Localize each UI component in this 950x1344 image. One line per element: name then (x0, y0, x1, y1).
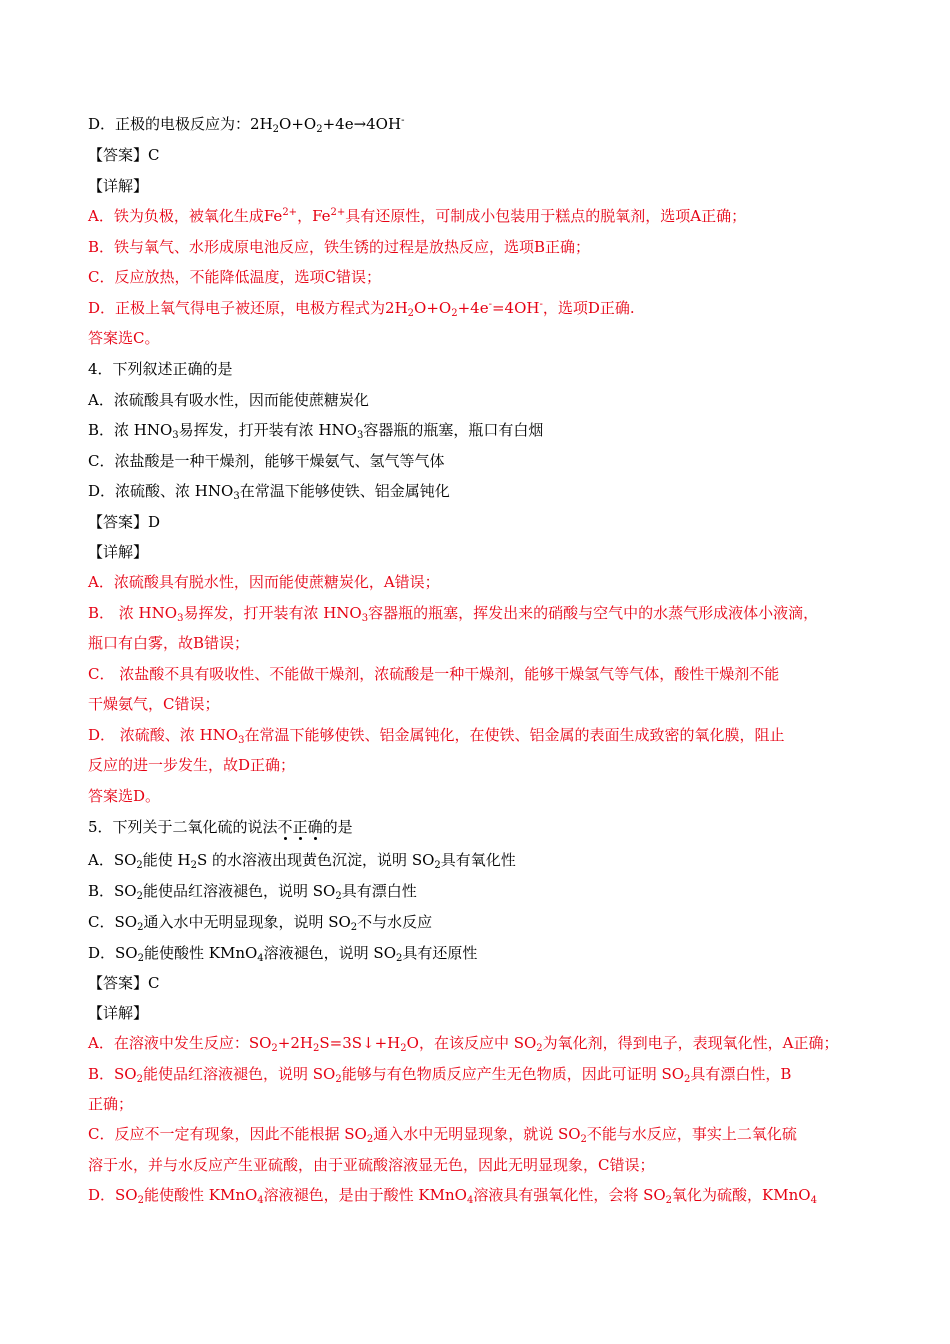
emphasis-char: 正 (292, 818, 308, 836)
q4-answer: 【答案】D (88, 513, 161, 531)
q4-explanation-d-line2: 反应的进一步发生，故D正确； (88, 756, 296, 774)
q4-option-c: C．浓盐酸是一种干燥剂，能够干燥氨气、氢气等气体 (88, 452, 445, 470)
emphasis-char: 不 (277, 818, 293, 836)
q3-explanation-d: D．正极上氧气得电子被还原，电极方程式为$2H_2O+O_2+4e^-=4OH^-$，选项D正确. (88, 299, 635, 319)
q5-detail-heading: 【详解】 (88, 1004, 149, 1022)
q3-answer: 【答案】C (88, 146, 160, 164)
q5-explanation-b-line2: 正确； (88, 1095, 134, 1113)
q3-explanation-a: A．铁为负极，被氧化生成$Fe^{2+}$，$Fe^{2+}$具有还原性，可制成小包装用于糕点的脱氧剂，选项A正确； (88, 207, 747, 225)
q4-final-answer: 答案选D。 (88, 787, 161, 805)
q4-explanation-b-line2: 瓶口有白雾，故B错误； (88, 634, 250, 652)
q4-explanation-a: A．浓硫酸具有脱水性，因而能使蔗糖炭化，A错误； (88, 573, 440, 591)
q5-stem: 5．下列关于二氧化硫的说法不正确的是 (88, 818, 353, 836)
q5-answer: 【答案】C (88, 974, 160, 992)
q3-explanation-b: B．铁与氧气、水形成原电池反应，铁生锈的过程是放热反应，选项B正确； (88, 238, 591, 256)
q5-option-b: B．$SO_2$能使品红溶液褪色，说明 $SO_2$具有漂白性 (88, 882, 417, 902)
emphasis-char: 确 (307, 818, 323, 836)
q3-explanation-c: C．反应放热，不能降低温度，选项C错误； (88, 268, 381, 286)
q3-option-d: D．正极的电极反应为：$2H_2O+O_2+4e\to 4OH^-$ (88, 115, 405, 135)
q5-explanation-d: D．$SO_2$能使酸性 KMnO$_4$溶液褪色，是由于酸性 KMnO$_4$溶液具有强氧化性，会将 $SO_2$氧化为硫酸，KMnO$_4$ (88, 1186, 817, 1206)
q3-final-answer: 答案选C。 (88, 329, 160, 347)
q4-stem: 4．下列叙述正确的是 (88, 360, 233, 378)
q4-explanation-c-line2: 干燥氨气，C错误； (88, 695, 220, 713)
q4-option-d: D．浓硫酸、浓 $HNO_3$在常温下能够使铁、铝金属钝化 (88, 482, 450, 502)
q3-detail-heading: 【详解】 (88, 177, 149, 195)
q5-explanation-c-line2: 溶于水，并与水反应产生亚硫酸，由于亚硫酸溶液显无色，因此无明显现象，C错误； (88, 1156, 655, 1174)
q5-option-d: D．$SO_2$能使酸性 KMnO$_4$溶液褪色，说明 $SO_2$具有还原性 (88, 944, 478, 964)
q4-option-b: B．浓 $HNO_3$易挥发，打开装有浓 $HNO_3$容器瓶的瓶塞，瓶口有白烟 (88, 421, 544, 441)
q5-option-c: C．$SO_2$通入水中无明显现象，说明 $SO_2$不与水反应 (88, 913, 433, 933)
q5-explanation-a: A．在溶液中发生反应：$SO_2+2H_2S=3S↓+H_2O$，在该反应中 $SO_2$为氧化剂，得到电子，表现氧化性，A正确； (88, 1034, 839, 1054)
q5-explanation-b-line1: B．$SO_2$能使品红溶液褪色，说明 $SO_2$能够与有色物质反应产生无色物质，因此可证明 $SO_2$具有漂白性，B (88, 1065, 792, 1085)
q5-option-a: A．$SO_2$能使 $H_2S$ 的水溶液出现黄色沉淀，说明 $SO_2$具有氧化性 (88, 851, 516, 871)
q4-detail-heading: 【详解】 (88, 543, 149, 561)
q4-explanation-c-line1: C． 浓盐酸不具有吸收性、不能做干燥剂，浓硫酸是一种干燥剂，能够干燥氢气等气体，酸性干燥剂不能 (88, 665, 780, 683)
q4-explanation-d-line1: D． 浓硫酸、浓 $HNO_3$在常温下能够使铁、铝金属钝化，在使铁、铝金属的表面生成致密的氧化膜，阻止 (88, 726, 785, 746)
q4-explanation-b-line1: B． 浓 $HNO_3$易挥发，打开装有浓 $HNO_3$容器瓶的瓶塞，挥发出来的硝酸与空气中的水蒸气形成液体小液滴， (88, 604, 819, 624)
q5-explanation-c-line1: C．反应不一定有现象，因此不能根据 $SO_2$通入水中无明显现象，就说 $SO_2$不能与水反应，事实上二氧化硫 (88, 1125, 797, 1145)
q4-option-a: A．浓硫酸具有吸水性，因而能使蔗糖炭化 (88, 391, 369, 409)
